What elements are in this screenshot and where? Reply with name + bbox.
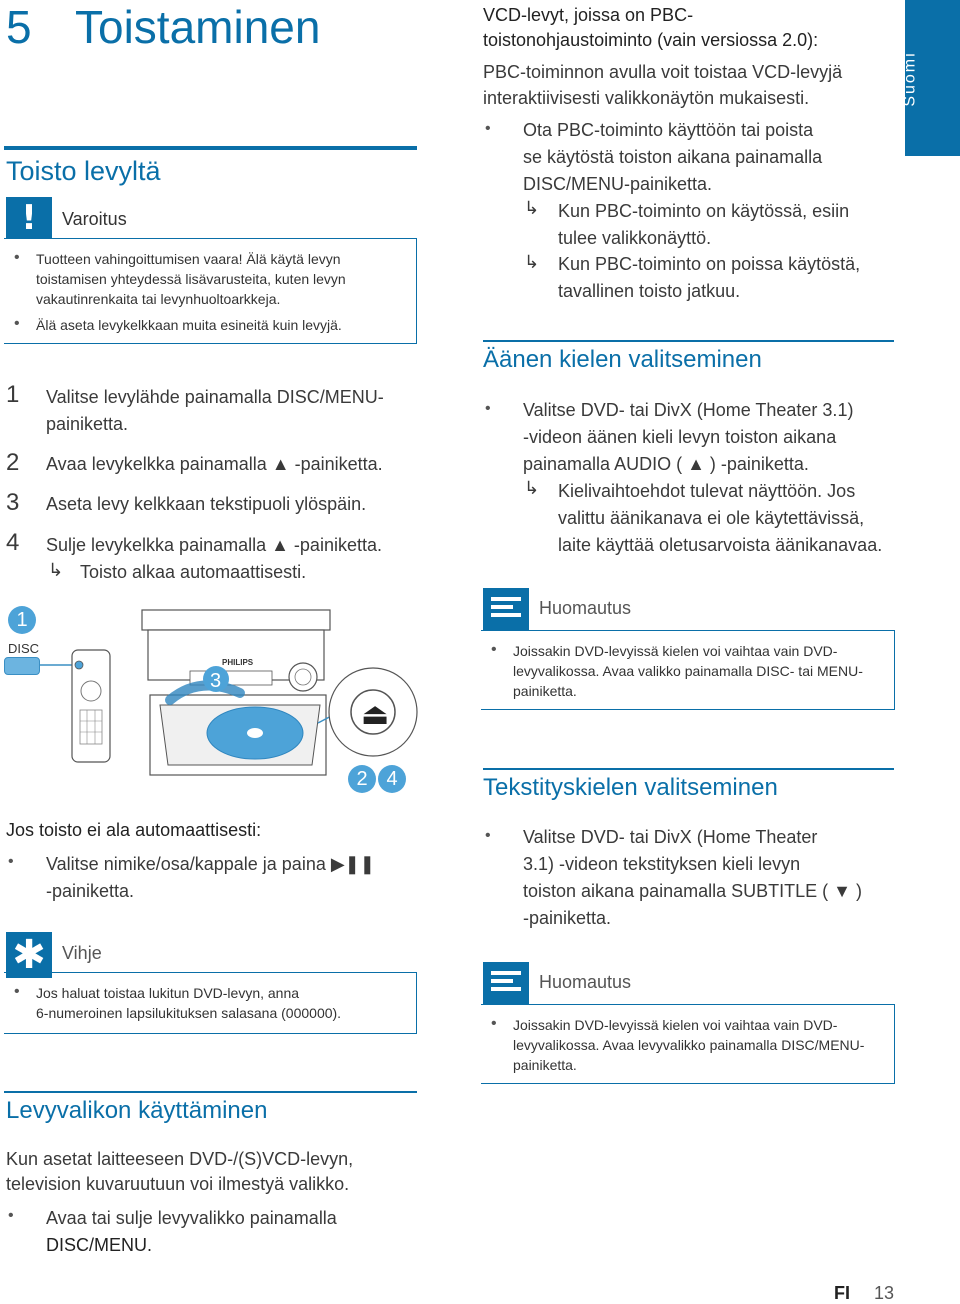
warning-icon: ! bbox=[6, 197, 52, 239]
disc-menu-bullet-1: Avaa tai sulje levyvalikko painamalla bbox=[46, 1208, 337, 1228]
vcd-heading-2: toistonohjaustoiminto (vain versiossa 2.0): bbox=[483, 30, 819, 50]
warning-item-1: Tuotteen vahingoittumisen vaara! Älä käytä levyn toistamisen yhteydessä lisävarusteita, kuten levyn vakautinrenkaita tai levynhuoltoarkkeja. bbox=[36, 251, 346, 307]
subtitle-note-3: painiketta. bbox=[513, 1057, 577, 1073]
result-arrow-icon: ↳ bbox=[524, 478, 540, 499]
section-title-disc-menu: Levyvalikon käyttäminen bbox=[6, 1097, 268, 1124]
step-1-line2: painiketta. bbox=[46, 414, 129, 434]
vcd-result1-1: Kun PBC-toiminto on käytössä, esiin bbox=[558, 201, 850, 221]
tip-line2: 6-numeroinen lapsilukituksen salasana (000000). bbox=[36, 1005, 342, 1021]
section-rule bbox=[483, 768, 894, 770]
subtitle-note-1: Joissakin DVD-levyissä kielen voi vaihtaa vain DVD- bbox=[513, 1017, 838, 1033]
disc-label: DISC bbox=[8, 641, 40, 656]
step-2-text: Avaa levykelkka painamalla ▲ -painiketta. bbox=[46, 454, 383, 474]
step-number: 3 bbox=[6, 489, 20, 516]
vcd-bullet-2: se käytöstä toiston aikana painamalla bbox=[523, 147, 823, 167]
bullet-dot: • bbox=[491, 1015, 497, 1032]
no-autoplay-heading: Jos toisto ei ala automaattisesti: bbox=[6, 820, 262, 840]
no-autoplay-line1: Valitse nimike/osa/kappale ja paina ▶❚❚ bbox=[46, 854, 375, 874]
step-number: 1 bbox=[6, 381, 20, 408]
subtitle-bullet-2: 3.1) -videon tekstityksen kieli levyn bbox=[523, 854, 801, 874]
vcd-intro-2: interaktiivisesti valikkonäytön mukaisesti. bbox=[483, 88, 810, 108]
step-4-text: Sulje levykelkka painamalla ▲ -painiketta. bbox=[46, 535, 382, 555]
tip-icon: ✱ bbox=[6, 932, 52, 978]
note-label: Huomautus bbox=[539, 598, 632, 618]
bullet-dot: • bbox=[491, 641, 497, 658]
bullet-dot: • bbox=[485, 827, 491, 844]
section-title-audio-lang: Äänen kielen valitseminen bbox=[483, 346, 762, 373]
audio-bullet-1: Valitse DVD- tai DivX (Home Theater 3.1) bbox=[523, 400, 854, 420]
audio-result-3: laite käyttää oletusarvoista äänikanavaa. bbox=[558, 535, 883, 555]
result-arrow-icon: ↳ bbox=[524, 252, 540, 273]
eject-icon: ⏏ bbox=[361, 697, 390, 732]
section-title-subtitle-lang: Tekstityskielen valitseminen bbox=[483, 774, 778, 801]
bullet-dot: • bbox=[485, 120, 491, 137]
bullet-dot: • bbox=[485, 400, 491, 417]
vcd-bullet-1: Ota PBC-toiminto käyttöön tai poista bbox=[523, 120, 814, 140]
section-rule bbox=[4, 146, 417, 150]
subtitle-note-2: levyvalikossa. Avaa levyvalikko painamalla DISC/MENU- bbox=[513, 1037, 865, 1053]
section-rule bbox=[4, 1091, 417, 1093]
vcd-heading-1: VCD-levyt, joissa on PBC- bbox=[483, 5, 694, 25]
warning-box bbox=[4, 238, 417, 344]
note-label: Huomautus bbox=[539, 972, 632, 992]
vcd-result2-1: Kun PBC-toiminto on poissa käytöstä, bbox=[558, 254, 861, 274]
disc-menu-intro-2: television kuvaruutuun voi ilmestyä valikko. bbox=[6, 1174, 350, 1194]
audio-result-1: Kielivaihtoehdot tulevat näyttöön. Jos bbox=[558, 481, 856, 501]
no-autoplay-line2: -painiketta. bbox=[46, 881, 135, 901]
step-3-text: Aseta levy kelkkaan tekstipuoli ylöspäin. bbox=[46, 494, 367, 514]
note-icon bbox=[483, 588, 529, 630]
subtitle-bullet-3: toiston aikana painamalla SUBTITLE ( ▼ ) bbox=[523, 881, 862, 901]
step-number: 4 bbox=[6, 529, 20, 556]
subtitle-note-box bbox=[481, 1004, 895, 1084]
subtitle-bullet-1: Valitse DVD- tai DivX (Home Theater bbox=[523, 827, 818, 847]
warning-item-2: Älä aseta levykelkkaan muita esineitä kuin levyjä. bbox=[36, 317, 342, 333]
audio-note-1: Joissakin DVD-levyissä kielen voi vaihtaa vain DVD- bbox=[513, 643, 838, 659]
page-number: 13 bbox=[874, 1283, 895, 1303]
callout-2: 2 bbox=[348, 765, 376, 793]
step-number: 2 bbox=[6, 449, 20, 476]
step-4-result: Toisto alkaa automaattisesti. bbox=[80, 562, 307, 582]
disc-menu-bullet-2: DISC/MENU. bbox=[46, 1235, 153, 1255]
language-tab-label: Suomi bbox=[901, 51, 919, 107]
chapter-title: Toistaminen bbox=[75, 1, 321, 53]
subtitle-bullet-4: -painiketta. bbox=[523, 908, 612, 928]
language-tab bbox=[901, 0, 960, 156]
tip-label: Vihje bbox=[62, 943, 102, 963]
callout-4: 4 bbox=[378, 765, 406, 793]
note-icon bbox=[483, 962, 529, 1004]
bullet-dot: • bbox=[8, 853, 14, 870]
audio-bullet-2: -videon äänen kieli levyn toiston aikana bbox=[523, 427, 837, 447]
audio-result-2: valittu äänikanava ei ole käytettävissä, bbox=[558, 508, 865, 528]
vcd-intro-1: PBC-toiminnon avulla voit toistaa VCD-levyjä bbox=[483, 62, 843, 82]
result-arrow-icon: ↳ bbox=[48, 560, 64, 581]
vcd-result1-2: tulee valikkonäyttö. bbox=[558, 228, 712, 248]
audio-note-2: levyvalikossa. Avaa valikko painamalla DISC- tai MENU- bbox=[513, 663, 863, 679]
audio-bullet-3: painamalla AUDIO ( ▲ ) -painiketta. bbox=[523, 454, 809, 474]
section-rule bbox=[483, 340, 894, 342]
vcd-result2-2: tavallinen toisto jatkuu. bbox=[558, 281, 741, 301]
callout-1: 1 bbox=[8, 606, 36, 634]
step-1-line1: Valitse levylähde painamalla DISC/MENU- bbox=[46, 387, 384, 407]
vcd-bullet-3: DISC/MENU-painiketta. bbox=[523, 174, 713, 194]
bullet-dot: • bbox=[14, 983, 20, 1000]
audio-note-box bbox=[481, 630, 895, 710]
warning-label: Varoitus bbox=[62, 209, 127, 229]
tip-box bbox=[4, 972, 417, 1034]
brand-label: PHILIPS bbox=[222, 658, 254, 667]
callout-3: 3 bbox=[210, 670, 222, 692]
footer-lang-code: FI bbox=[834, 1283, 850, 1303]
bullet-dot: • bbox=[14, 249, 20, 266]
audio-note-3: painiketta. bbox=[513, 683, 577, 699]
result-arrow-icon: ↳ bbox=[524, 198, 540, 219]
disc-button-illustration bbox=[4, 657, 40, 675]
section-title-play: Toisto levyltä bbox=[6, 156, 161, 186]
chapter-number: 5 bbox=[6, 1, 32, 53]
disc-menu-intro-1: Kun asetat laitteeseen DVD-/(S)VCD-levyn, bbox=[6, 1149, 354, 1169]
bullet-dot: • bbox=[8, 1207, 14, 1224]
bullet-dot: • bbox=[14, 315, 20, 332]
tip-line1: Jos haluat toistaa lukitun DVD-levyn, anna bbox=[36, 985, 300, 1001]
